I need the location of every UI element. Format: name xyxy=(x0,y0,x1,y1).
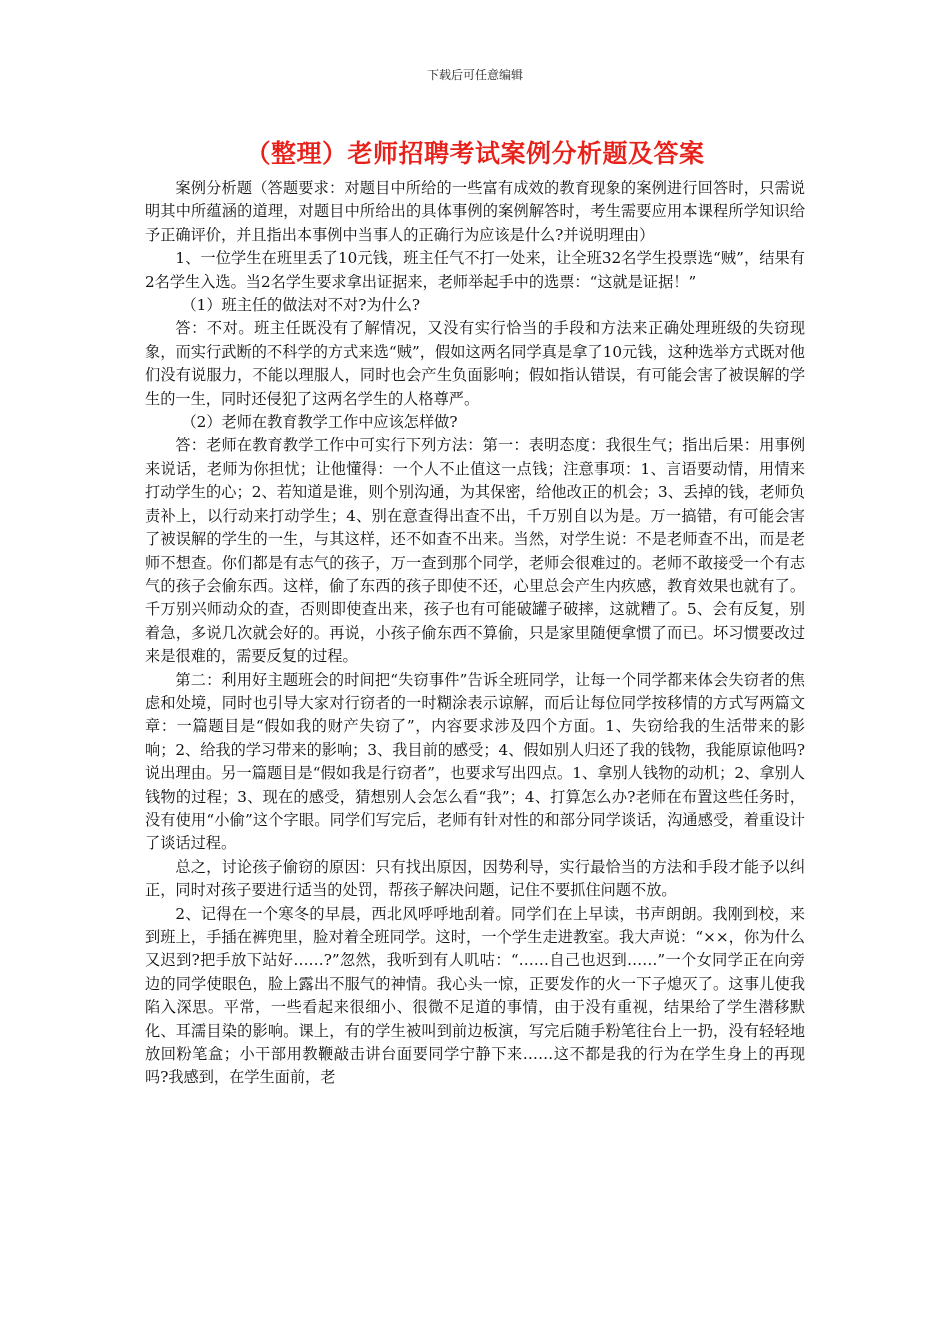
document-body xyxy=(145,177,805,1090)
question-heading: （1）班主任的做法对不对?为什么? xyxy=(181,296,421,315)
document-title: （整理）老师招聘考试案例分析题及答案 xyxy=(245,139,705,168)
paragraph: 总之，讨论孩子偷窃的原因：只有找出原因，因势利导，实行最恰当的方法和手段才能予以纠正，同时对孩子要进行适当的处罚，帮孩子解决问题，记住不要抓住问题不放。 xyxy=(145,857,805,900)
header-note: 下载后可任意编辑 xyxy=(426,68,523,82)
paragraph: 答：老师在教育教学工作中可实行下列方法：第一：表明态度：我很生气；指出后果：用事例来说话，老师为你担忧；让他懂得：一个人不止值这一点钱；注意事项：1、言语要动情，用情来打动学生的心；2、若知道是谁，则个别沟通，为其保密，给他改正的机会；3、丢掉的钱，老师负责补上，以行动来打动学生；4、别在意查得出查不出，千万别自以为是。万一搞错，有可能会害了被误解的学生的一生，与其这样，还不如查不出来。当然，对学生说：不是老师查不出，而是老师不想查。你们都是有志气的孩子，万一查到那个同学，老师会很难过的。老师不敢接受一个有志气的孩子会偷东西。这样，偷了东西的孩子即使不还，心里总会产生内疚感，教育效果也就有了。千万别兴师动众的查，否则即使查出来，孩子也有可能破罐子破摔，这就糟了。5、会有反复，别着急，多说几次就会好的。再说，小孩子偷东西不算偷，只是家里随便拿惯了而已。坏习惯要改过来是很难的，需要反复的过程。 xyxy=(145,436,805,666)
paragraph: 案例分析题（答题要求：对题目中所给的一些富有成效的教育现象的案例进行回答时，只需说明其中所蕴涵的道理，对题目中所给出的具体事例的案例解答时，考生需要应用本课程所学知识给予正确评价，并且指出本事例中当事人的正确行为应该是什么?并说明理由） xyxy=(145,179,805,244)
paragraph: 1、一位学生在班里丢了10元钱，班主任气不打一处来，让全班32名学生投票选“贼”，结果有2名学生入选。当2名学生要求拿出证据来，老师举起手中的选票：“这就是证据！” xyxy=(145,249,805,291)
paragraph: 答：不对。班主任既没有了解情况，又没有实行恰当的手段和方法来正确处理班级的失窃现象，而实行武断的不科学的方式来选“贼”，假如这两名同学真是拿了10元钱，这种选举方式既对他们没有说服力，不能以理服人，同时也会产生负面影响；假如指认错误，有可能会害了被误解的学生的一生，同时还侵犯了这两名学生的人格尊严。 xyxy=(145,319,805,408)
question-heading: （2）老师在教育教学工作中应该怎样做? xyxy=(181,413,458,432)
paragraph: 2、记得在一个寒冬的早晨，西北风呼呼地刮着。同学们在上早读，书声朗朗。我刚到校，来到班上，手插在裤兜里，脸对着全班同学。这时，一个学生走进教室。我大声说：“××，你为什么又迟到?把手放下站好……?”忽然，我听到有人叽咕：“……自己也迟到……”一个女同学正在向旁边的同学使眼色，脸上露出不服气的神情。我心头一惊，正要发作的火一下子熄灭了。这事儿使我陷入深思。平常，一些看起来很细小、很微不足道的事情，由于没有重视，结果给了学生潜移默化、耳濡目染的影响。课上，有的学生被叫到前边板演，写完后随手粉笔往台上一扔，没有轻轻地放回粉笔盒；小干部用教鞭敲击讲台面要同学宁静下来……这不都是我的行为在学生身上的再现吗?我感到，在学生面前，老 xyxy=(145,904,805,1087)
paragraph: 第二：利用好主题班会的时间把“失窃事件”告诉全班同学，让每一个同学都来体会失窃者的焦虑和处境，同时也引导大家对行窃者的一时糊涂表示谅解，而后让每位同学按移情的方式写两篇文章：一篇题目是“假如我的财产失窃了”，内容要求涉及四个方面。1、失窃给我的生活带来的影响；2、给我的学习带来的影响；3、我目前的感受；4、假如别人归还了我的钱物，我能原谅他吗?说出理由。另一篇题目是“假如我是行窃者”，也要求写出四点。1、拿别人钱物的动机；2、拿别人钱物的过程；3、现在的感受，猜想别人会怎么看“我”；4、打算怎么办?老师在布置这些任务时，没有使用“小偷”这个字眼。同学们写完后，老师有针对性的和部分同学谈话，沟通感受，着重设计了谈话过程。 xyxy=(145,670,805,853)
